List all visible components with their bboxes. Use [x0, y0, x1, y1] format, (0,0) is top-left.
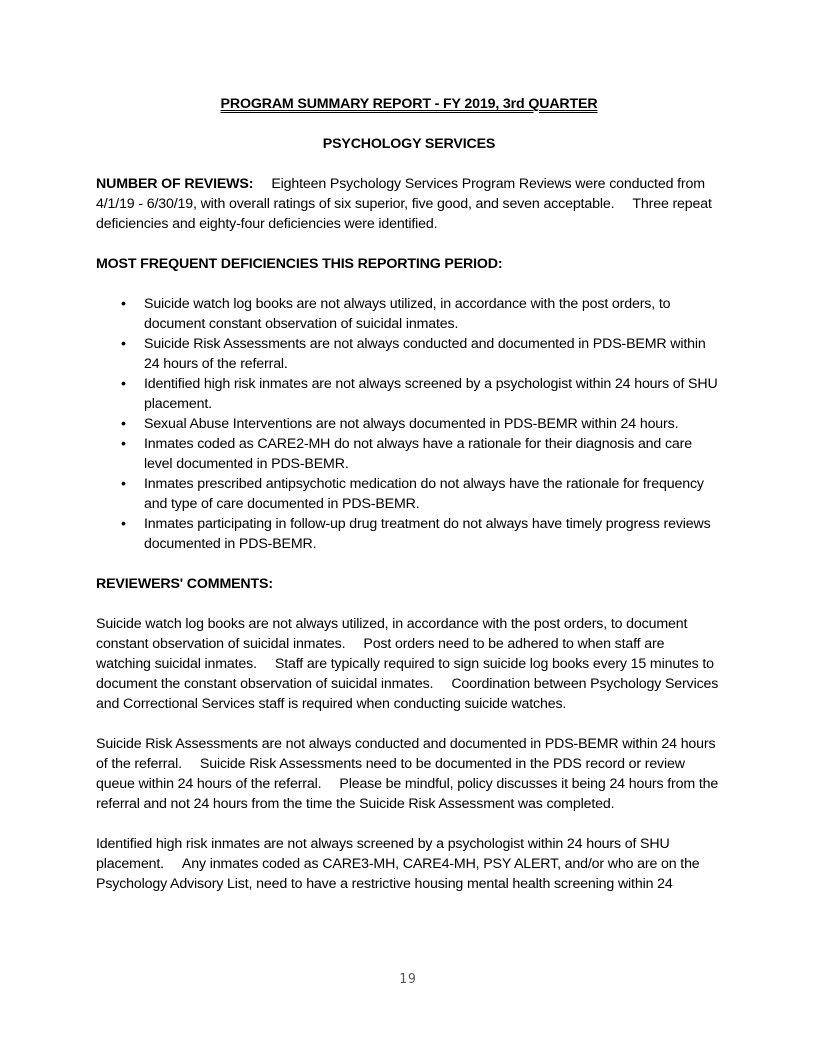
- list-item: [96, 334, 722, 374]
- comment-sentence: Post orders need to be adhered to when staff are watching suicidal inmates.: [96, 636, 665, 672]
- list-item: [96, 414, 722, 434]
- list-item-text: Sexual Abuse Interventions are not always documented in PDS-BEMR within 24 hours.: [144, 416, 679, 432]
- bullet-icon: •: [121, 476, 126, 492]
- list-item: [96, 374, 722, 414]
- bullet-icon: •: [121, 376, 126, 392]
- comment-paragraph: [96, 614, 722, 714]
- list-item-text: Inmates coded as CARE2-MH do not always have a rationale for their diagnosis and care level documented in PDS-BEMR.: [144, 436, 692, 472]
- comment-paragraph: [96, 734, 722, 814]
- reviews-sentence: Three repeat deficiencies and eighty-four deficiencies were identified.: [96, 196, 712, 232]
- bullet-icon: •: [121, 336, 126, 352]
- comments-heading: REVIEWERS' COMMENTS:: [96, 576, 273, 592]
- document-page: [96, 94, 722, 894]
- section-title: PSYCHOLOGY SERVICES: [322, 136, 496, 152]
- list-item-text: Suicide Risk Assessments are not always conducted and documented in PDS-BEMR within 24 hours of the referral.: [144, 336, 706, 372]
- report-title: PROGRAM SUMMARY REPORT - FY 2019, 3rd QUARTER: [220, 96, 598, 112]
- comment-sentence: Any inmates coded as CARE3-MH, CARE4-MH, PSY ALERT, and/or who are on the Psychology Advisory List, need to have a restrictive housing mental health screening within 24: [96, 856, 700, 892]
- list-item-text: Inmates prescribed antipsychotic medication do not always have the rationale for frequency and type of care documented in PDS-BEMR.: [144, 476, 704, 512]
- bullet-icon: •: [121, 416, 126, 432]
- comment-sentence: Staff are typically required to sign suicide log books every 15 minutes to document the constant observation of suicidal inmates.: [96, 656, 714, 692]
- comment-sentence: Suicide watch log books are not always utilized, in accordance with the post orders, to document constant observation of suicidal inmates.: [96, 616, 688, 652]
- number-of-reviews-paragraph: [96, 174, 722, 234]
- list-item: [96, 514, 722, 554]
- comment-sentence: Coordination between Psychology Services and Correctional Services staff is required when conducting suicide watches.: [96, 676, 719, 712]
- bullet-icon: •: [121, 296, 126, 312]
- comment-sentence: Please be mindful, policy discusses it being 24 hours from the referral and not 24 hours from the time the Suicide Risk Assessment was completed.: [96, 776, 719, 812]
- comment-sentence: Suicide Risk Assessments need to be documented in the PDS record or review queue within 24 hours of the referral.: [96, 756, 685, 792]
- comment-paragraph: [96, 834, 722, 894]
- deficiencies-heading: MOST FREQUENT DEFICIENCIES THIS REPORTING PERIOD:: [96, 256, 503, 272]
- comment-sentence: Identified high risk inmates are not always screened by a psychologist within 24 hours of SHU placement.: [96, 836, 670, 872]
- number-of-reviews-label: NUMBER OF REVIEWS:: [96, 176, 254, 192]
- list-item: [96, 294, 722, 334]
- list-item: [96, 474, 722, 514]
- list-item: [96, 434, 722, 474]
- page-number: 19: [399, 972, 417, 987]
- list-item-text: Identified high risk inmates are not always screened by a psychologist within 24 hours of SHU placement.: [144, 376, 718, 412]
- list-item-text: Inmates participating in follow-up drug treatment do not always have timely progress reviews documented in PDS-BEMR.: [144, 516, 711, 552]
- deficiencies-list: [96, 294, 722, 554]
- reviews-sentence: Eighteen Psychology Services Program Reviews were conducted from 4/1/19 - 6/30/19, with overall ratings of six superior, five good, and seven acceptable.: [96, 176, 705, 212]
- list-item-text: Suicide watch log books are not always utilized, in accordance with the post orders, to document constant observation of suicidal inmates.: [144, 296, 671, 332]
- bullet-icon: •: [121, 516, 126, 532]
- comment-sentence: Suicide Risk Assessments are not always conducted and documented in PDS-BEMR within 24 hours of the referral.: [96, 736, 716, 772]
- bullet-icon: •: [121, 436, 126, 452]
